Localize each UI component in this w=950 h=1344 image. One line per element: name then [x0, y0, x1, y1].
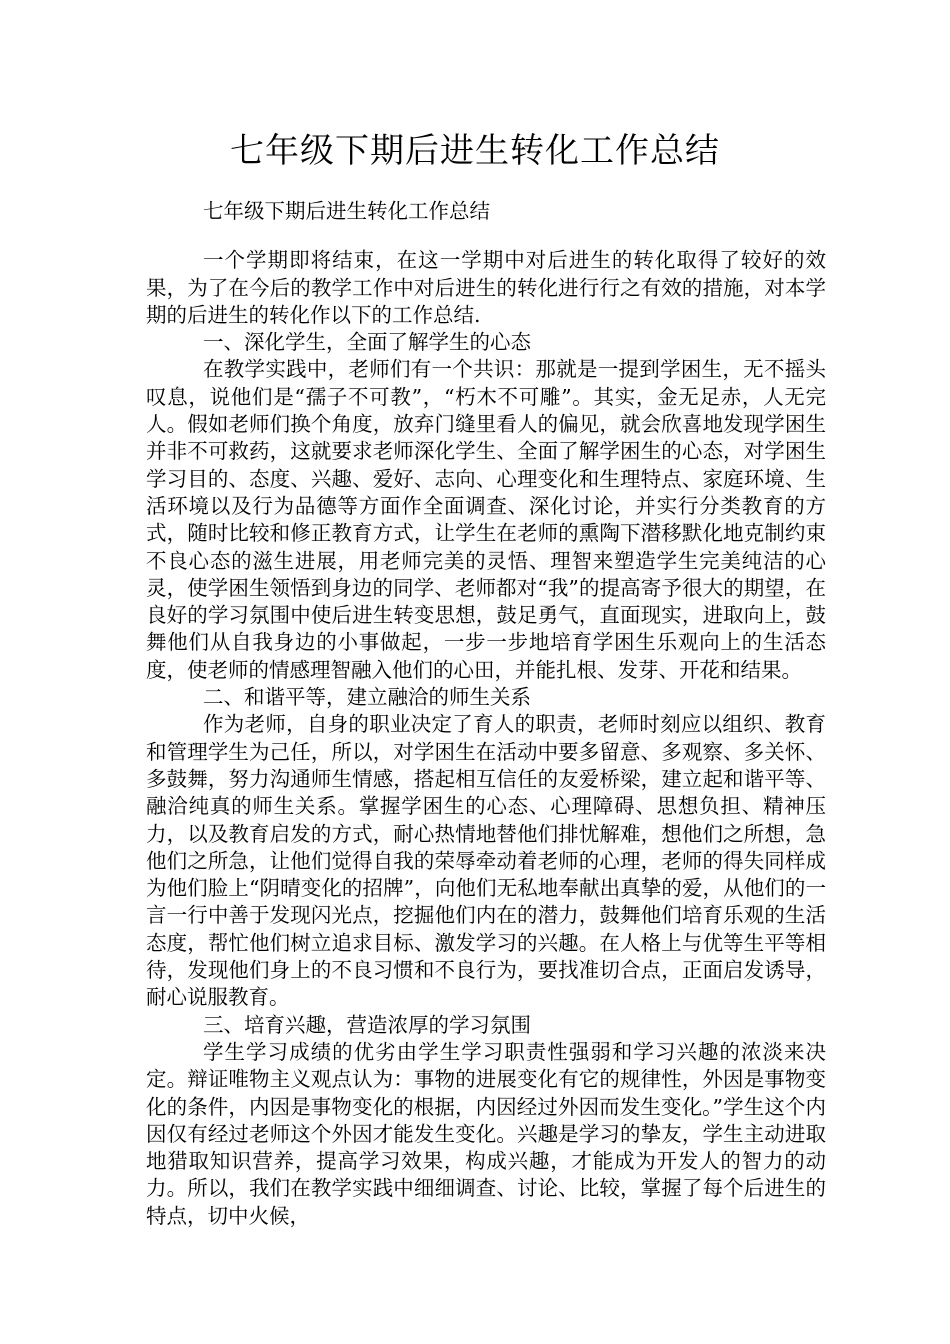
intro-paragraph: 一个学期即将结束，在这一学期中对后进生的转化取得了较好的效果，为了在今后的教学工作中对后进生的转化进行行之有效的措施，对本学期的后进生的转化作以下的工作总结. [146, 248, 826, 327]
section-1-heading: 一、深化学生，全面了解学生的心态 [203, 330, 531, 355]
section-3-heading: 三、培育兴趣，营造浓厚的学习氛围 [203, 1012, 531, 1037]
section-2-heading: 二、和谐平等，建立融洽的师生关系 [203, 685, 531, 710]
document-subtitle: 七年级下期后进生转化工作总结 [203, 199, 490, 223]
document-title: 七年级下期后进生转化工作总结 [230, 131, 720, 171]
section-3-paragraph: 学生学习成绩的优劣由学生学习职责性强弱和学习兴趣的浓淡来决定。辩证唯物主义观点认为：事物的进展变化有它的规律性，外因是事物变化的条件，内因是事物变化的根据，内因经过外因而发生变化。”学生这个内因仅有经过老师这个外因才能发生变化。兴趣是学习的挚友，学生主动进取地猎取知识营养，提高学习效果，构成兴趣，才能成为开发人的智力的动力。所以，我们在教学实践中细细调查、讨论、比较，掌握了每个后进生的特点，切中火候， [146, 1039, 826, 1228]
section-2-paragraph: 作为老师，自身的职业决定了育人的职责，老师时刻应以组织、教育和管理学生为己任，所以，对学困生在活动中要多留意、多观察、多关怀、多鼓舞，努力沟通师生情感，搭起相互信任的友爱桥梁，建立起和谐平等、融洽纯真的师生关系。掌握学困生的心态、心理障碍、思想负担、精神压力，以及教育启发的方式，耐心热情地替他们排忧解难，想他们之所想，急他们之所急，让他们觉得自我的荣辱牵动着老师的心理，老师的得失同样成为他们脸上“阴晴变化的招牌”，向他们无私地奉献出真挚的爱，从他们的一言一行中善于发现闪光点，挖掘他们内在的潜力，鼓舞他们培育乐观的生活态度，帮忙他们树立追求目标、激发学习的兴趣。在人格上与优等生平等相待，发现他们身上的不良习惯和不良行为，要找准切合点，正面启发诱导，耐心说服教育。 [146, 712, 826, 1010]
document-body [146, 198, 826, 1230]
section-1-paragraph: 在教学实践中，老师们有一个共识：那就是一提到学困生，无不摇头叹息，说他们是“孺子不可教”，“朽木不可雕”。其实，金无足赤，人无完人。假如老师们换个角度，放弃门缝里看人的偏见，就会欣喜地发现学困生并非不可救药，这就要求老师深化学生、全面了解学困生的心态，对学困生学习目的、态度、兴趣、爱好、志向、心理变化和生理特点、家庭环境、生活环境以及行为品德等方面作全面调查、深化讨论，并实行分类教育的方式，随时比较和修正教育方式，让学生在老师的熏陶下潜移默化地克制约束不良心态的滋生进展，用老师完美的灵悟、理智来塑造学生完美纯洁的心灵，使学困生领悟到身边的同学、老师都对“我”的提高寄予很大的期望，在良好的学习氛围中使后进生转变思想，鼓足勇气，直面现实，进取向上，鼓舞他们从自我身边的小事做起，一步一步地培育学困生乐观向上的生活态度，使老师的情感理智融入他们的心田，并能扎根、发芽、开花和结果。 [146, 357, 826, 682]
